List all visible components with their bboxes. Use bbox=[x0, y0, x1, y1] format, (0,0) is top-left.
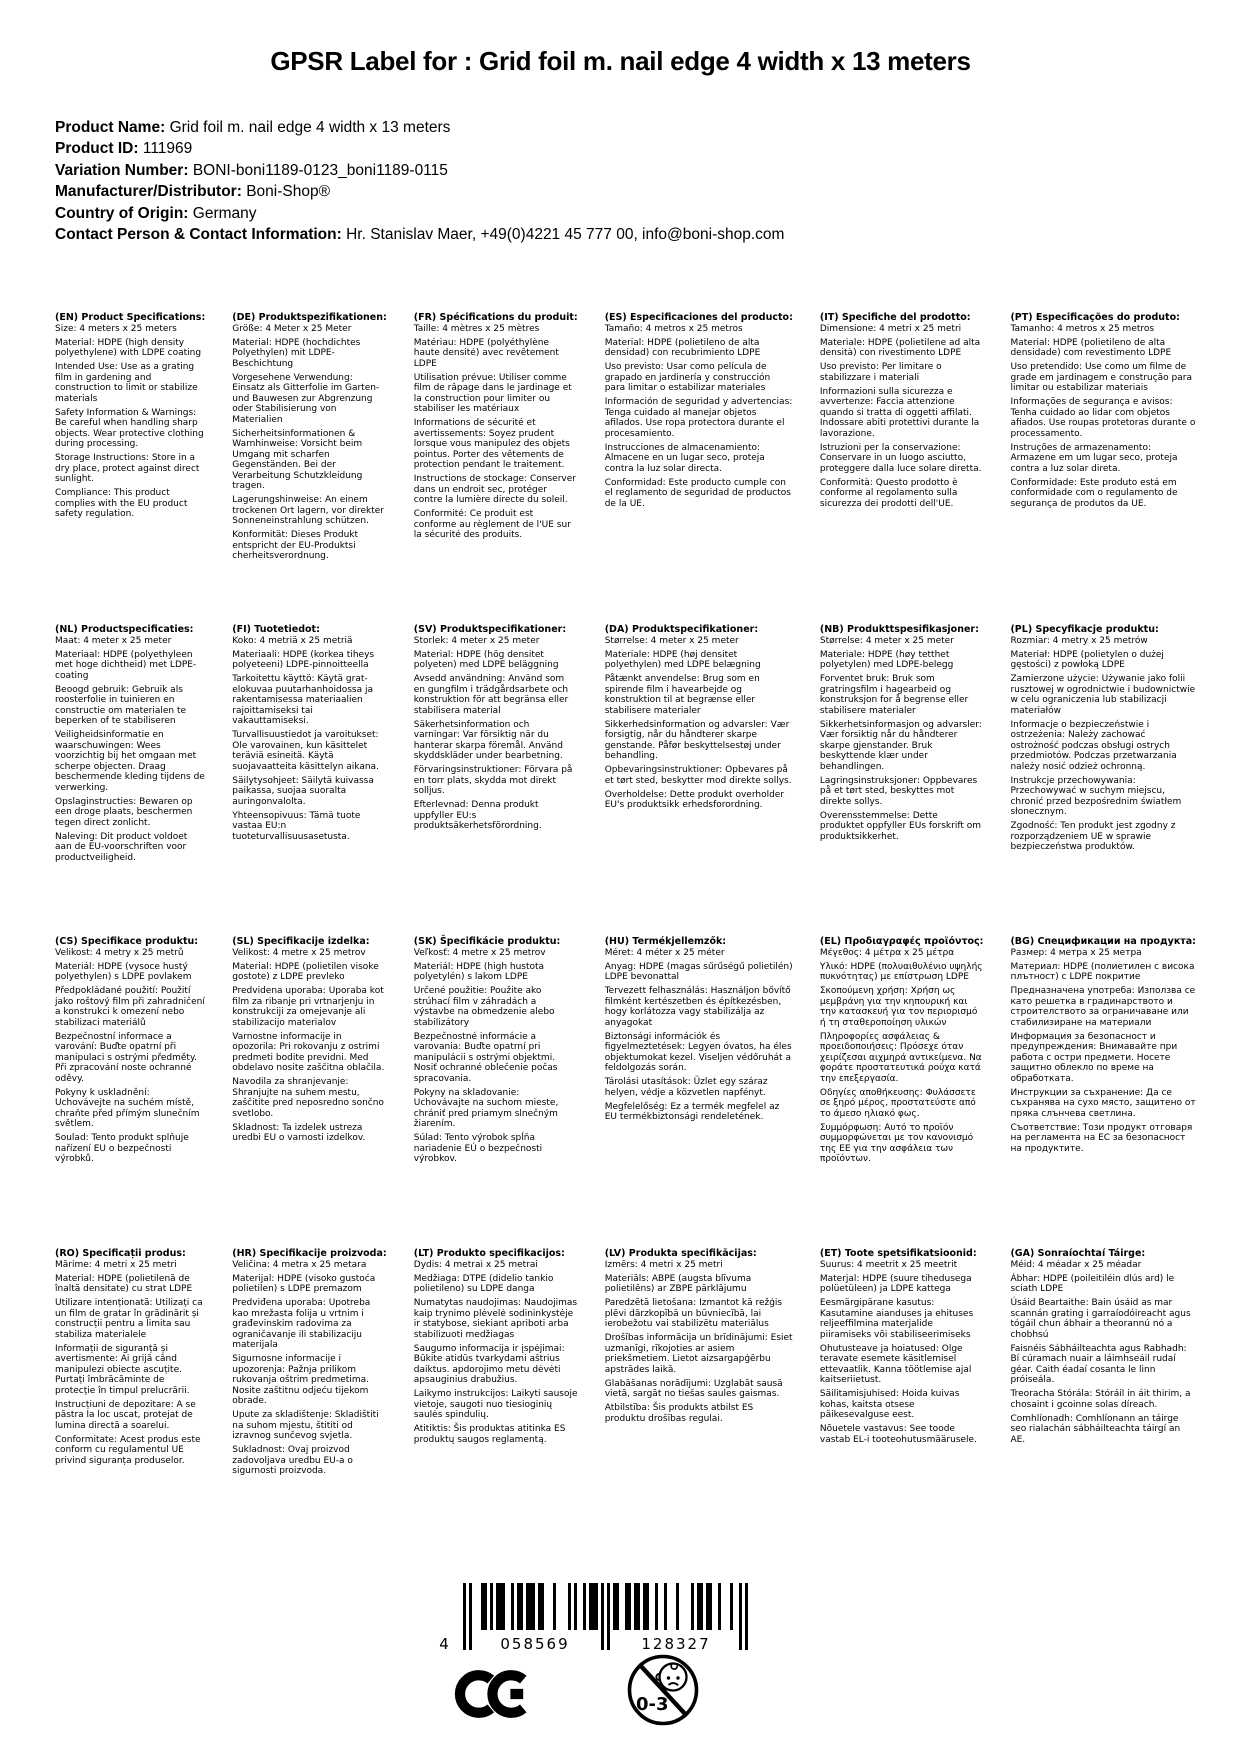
info-label: Contact Person & Contact Information: bbox=[55, 226, 342, 244]
spec-paragraph: Sigurnosne informacije i upozorenja: Pažnja prilikom rukovanja oštrim predmetima. Nosite zaštitnu odjeću tijekom obrade. bbox=[232, 1354, 369, 1406]
spec-paragraph: Lagerungshinweise: An einem trockenen Ort lagern, vor direkter Sonneneinstrahlung schützen. bbox=[232, 495, 385, 526]
info-label: Product ID: bbox=[55, 140, 139, 158]
spec-block-title: (ET) Toote spetsifikatsioonid: bbox=[819, 1248, 977, 1259]
spec-paragraph: Materiał: HDPE (polietylen o dużej gęstości) z powłoką LDPE bbox=[1010, 649, 1164, 670]
spec-paragraph: Instrukcje przechowywania: Przechowywać w suchym miejscu, chronić przed bezpośrednim światłem słonecznym. bbox=[1010, 775, 1182, 817]
spec-block-title: (NL) Productspecificaties: bbox=[55, 624, 194, 635]
spec-paragraph: Informații de siguranță și avertismente: Ai grijă când manipulezi obiecte ascuțite. Purtați îmbrăcăminte de protecție în timpul prelucrării. bbox=[55, 1343, 190, 1396]
spec-paragraph: Förvaringsinstruktioner: Förvara på en torr plats, skydda mot direkt solljus. bbox=[413, 765, 573, 796]
spec-grid bbox=[55, 312, 1195, 1560]
spec-paragraph: Säilitamisjuhised: Hoida kuivas kohas, kaitsta otsese päikesevalguse eest. bbox=[819, 1389, 960, 1420]
spec-block-hu bbox=[605, 936, 793, 1248]
spec-paragraph: Istruzioni per la conservazione: Conservare in un luogo asciutto, proteggere dalla luce solare diretta. bbox=[819, 442, 982, 474]
spec-paragraph: Tamaño: 4 metros x 25 metros bbox=[604, 323, 743, 334]
spec-block-title: (SL) Specifikacije izdelka: bbox=[232, 936, 370, 947]
spec-paragraph: Safety Information & Warnings: Be careful when handling sharp objects. Wear protective clothing during processing. bbox=[55, 407, 204, 449]
spec-paragraph: Materiaali: HDPE (korkea tiheys polyeteeni) LDPE-pinnoitteella bbox=[232, 649, 375, 670]
spec-paragraph: Tárolási utasítások: Üzlet egy száraz helyen, védje a közvetlen napfényt. bbox=[604, 1077, 768, 1098]
spec-paragraph: Ohutusteave ja hoiatused: Olge teravate esemete käsitlemisel ettevaatlik. Kanna töötlemise ajal kaitseriietust. bbox=[819, 1343, 972, 1385]
barcode-left-digit: 4 bbox=[439, 1635, 449, 1653]
spec-paragraph: Storage Instructions: Store in a dry place, protect against direct sunlight. bbox=[55, 453, 200, 484]
spec-paragraph: Určené použitie: Použite ako strúhací film v záhradách a výstavbe na obmedzenie alebo stabilizátory bbox=[413, 986, 555, 1028]
spec-paragraph: Instrucciones de almacenamiento: Almacene en un lugar seco, proteja contra la luz solar directa. bbox=[604, 442, 765, 474]
info-row bbox=[55, 160, 784, 181]
spec-paragraph: Tamanho: 4 metros x 25 metros bbox=[1010, 323, 1155, 334]
spec-paragraph: Izmērs: 4 metri x 25 metri bbox=[604, 1259, 723, 1270]
spec-paragraph: Материал: HDPE (полиетилен с висока плътност) с LDPE покритие bbox=[1010, 961, 1195, 982]
spec-block-title: (BG) Спецификации на продукта: bbox=[1010, 936, 1196, 947]
barcode-icon bbox=[435, 1583, 748, 1655]
spec-paragraph: Koko: 4 metriä x 25 metriä bbox=[232, 635, 353, 646]
spec-paragraph: Efterlevnad: Denna produkt uppfyller EU:s produktsäkerhetsförordning. bbox=[413, 800, 542, 831]
barcode-group2: 128327 bbox=[641, 1635, 711, 1653]
spec-paragraph: Размер: 4 метра x 25 метра bbox=[1010, 947, 1142, 958]
spec-paragraph: Beoogd gebruik: Gebruik als roosterfolie in tuinieren en constructie om materialen te beperken of te stabiliseren bbox=[55, 684, 187, 726]
spec-paragraph: Varnostne informacije in opozorila: Pri rokovanju z ostrimi predmeti bodite previdni. Med obdelavo nosite zaščitna oblačila. bbox=[232, 1031, 385, 1073]
spec-paragraph: Nõuetele vastavus: See toode vastab EL-i tooteohutusmäärusele. bbox=[819, 1424, 977, 1445]
spec-paragraph: Navodila za shranjevanje: Shranjujte na suhem mestu, zaščitite pred neposredno sončno svetlobo. bbox=[232, 1077, 384, 1119]
spec-paragraph: Naleving: Dit product voldoet aan de EU-voorschriften voor productveiligheid. bbox=[55, 831, 188, 863]
spec-paragraph: Megfelelőség: Ez a termék megfelel az EU termékbiztonsági rendeletének. bbox=[604, 1101, 780, 1122]
spec-paragraph: Biztonsági információk és figyelmeztetések: Legyen óvatos, ha éles objektumokat kezel. Viseljen védőruhát a feldolgozás során. bbox=[604, 1031, 792, 1073]
spec-paragraph: Conformidade: Este produto está em conformidade com o regulamento de segurança de produtos da UE. bbox=[1010, 477, 1178, 509]
spec-paragraph: Materiale: HDPE (polietilene ad alta densità) con rivestimento LDPE bbox=[819, 337, 981, 358]
spec-paragraph: Material: HDPE (polietilen visoke gostote) z LDPE prevleko bbox=[232, 961, 379, 982]
ce-letter-c bbox=[460, 1675, 491, 1713]
spec-paragraph: Dimensione: 4 metri x 25 metri bbox=[819, 323, 962, 334]
info-label: Product Name: bbox=[55, 119, 166, 136]
ce-mark-icon bbox=[454, 1664, 536, 1728]
spec-paragraph: Uso previsto: Per limitare o stabilizzare i materiali bbox=[819, 362, 942, 383]
spec-block-fi bbox=[232, 624, 387, 936]
spec-paragraph: Materijal: HDPE (visoko gustoća polietilen) s LDPE premazom bbox=[232, 1273, 376, 1294]
spec-paragraph: Overholdelse: Dette produkt overholder EU's produktsikk erhedsforordning. bbox=[604, 789, 785, 810]
spec-paragraph: Pokyny na skladovanie: Uchovávajte na suchom mieste, chrániť pred priamym slnečným žiarením. bbox=[413, 1087, 559, 1129]
spec-paragraph: Предназначена употреба: Използва се като решетка в градинарството и строителството за ограничаване или стабилизиране на материали bbox=[1010, 986, 1196, 1028]
spec-paragraph: Størrelse: 4 meter x 25 meter bbox=[604, 635, 739, 646]
spec-paragraph: Yhteensopivuus: Tämä tuote vastaa EU:n tuoteturvallisuusasetusta. bbox=[232, 810, 361, 842]
spec-block-nb bbox=[820, 624, 984, 936]
info-label: Variation Number: bbox=[55, 161, 189, 179]
spec-paragraph: Informacje o bezpieczeństwie i ostrzeżenia: Należy zachować ostrożność podczas obsługi ostrych przedmiotów. Podczas przetwarzania należy nosić odzież ochronną. bbox=[1010, 719, 1177, 772]
spec-paragraph: Dydis: 4 metrai x 25 metrai bbox=[413, 1259, 538, 1270]
spec-paragraph: Materiál: HDPE (vysoce hustý polyethylen) s LDPE povlakem bbox=[55, 961, 192, 982]
spec-paragraph: Opslaginstructies: Bewaren op een droge plaats, beschermen tegen direct zonlicht. bbox=[55, 796, 193, 828]
spec-block-sv bbox=[414, 624, 578, 936]
spec-paragraph: Påtænkt anvendelse: Brug som en spirende film i havearbejde og konstruktion til at begrænse eller stabilisere materialer bbox=[604, 674, 760, 716]
spec-block-title: (NB) Produkttspesifikasjoner: bbox=[819, 624, 979, 635]
spec-block-ga bbox=[1010, 1248, 1196, 1560]
spec-paragraph: Taille: 4 mètres x 25 mètres bbox=[413, 323, 540, 334]
spec-paragraph: Veličina: 4 metra x 25 metara bbox=[232, 1259, 367, 1270]
spec-paragraph: Súlad: Tento výrobok spĺňa nariadenie EÚ o bezpečnosti výrobkov. bbox=[413, 1133, 543, 1164]
spec-paragraph: Glabāšanas norādījumi: Uzglabāt sausā vietā, sargāt no tiešas saules gaismas. bbox=[604, 1378, 783, 1399]
spec-paragraph: Predvidena uporaba: Uporaba kot film za ribanje pri vrtnarjenju in konstrukciji za omejevanje ali stabilizacijo materialov bbox=[232, 986, 384, 1028]
spec-paragraph: Sukladnost: Ovaj proizvod zadovoljava uredbu EU-a o sigurnosti proizvoda. bbox=[232, 1445, 353, 1476]
spec-paragraph: Πληροφορίες ασφάλειας & προειδοποιήσεις: Πρόσεχε όταν χειρίζεσαι αιχμηρά αντικείμενα. Να φοράτε προστατευτικά ρούχα κατά την επεξεργασία. bbox=[819, 1031, 982, 1084]
spec-paragraph: Upute za skladištenje: Skladištiti na suhom mjestu, štititi od izravnog sunčevog svjetla. bbox=[232, 1410, 379, 1441]
spec-paragraph: Suurus: 4 meetrit x 25 meetrit bbox=[819, 1259, 958, 1270]
age-warning-label: 0-3 bbox=[636, 1694, 669, 1715]
spec-paragraph: Material: HDPE (high density polyethylene) with LDPE coating bbox=[55, 337, 202, 358]
spec-block-de bbox=[232, 312, 387, 624]
spec-paragraph: Materiāls: ABPE (augsta blīvuma polietilēns) ar ZBPE pārklājumu bbox=[604, 1273, 752, 1294]
spec-paragraph: Zamierzone użycie: Używanie jako folii rusztowej w ogrodnictwie i budownictwie w celu ograniczenia lub stabilizacji materiałów bbox=[1010, 674, 1196, 716]
spec-paragraph: Material: HDPE (polietileno de alta densidade) com revestimento LDPE bbox=[1010, 337, 1172, 358]
spec-block-title: (SK) Špecifikácie produktu: bbox=[413, 936, 561, 947]
spec-paragraph: Informations de sécurité et avertissements: Soyez prudent lorsque vous manipulez des objets pointus. Porter des vêtements de protection pendant le traitement. bbox=[413, 418, 570, 470]
spec-paragraph: Vorgesehene Verwendung: Einsatz als Gitterfolie im Garten- und Bauwesen zur Abgrenzung oder Stabilisierung von Materialien bbox=[232, 372, 380, 425]
spec-paragraph: Størrelse: 4 meter x 25 meter bbox=[819, 635, 954, 646]
spec-paragraph: Size: 4 meters x 25 meters bbox=[55, 323, 177, 334]
spec-block-title: (RO) Specificații produs: bbox=[55, 1248, 186, 1259]
age-warning-0-3-icon bbox=[626, 1653, 700, 1731]
spec-paragraph: Treoracha Stórála: Stóráil in áit thirim, a chosaint i gcoinne solas díreach. bbox=[1010, 1389, 1191, 1410]
spec-paragraph: Sicherheitsinformationen & Warnhinweise: Vorsicht beim Umgang mit scharfen Gegenständen. Bei der Verarbeitung Schutzkleidung tragen. bbox=[232, 428, 363, 491]
spec-paragraph: Информация за безопасност и предупреждения: Внимавайте при работа с остри предмети. Носете защитно облекло по време на обработката. bbox=[1010, 1031, 1178, 1084]
spec-paragraph: Ábhar: HDPE (poileitiléin dlús ard) le sciath LDPE bbox=[1010, 1273, 1175, 1294]
spec-block-title: (HU) Termékjellemzők: bbox=[604, 936, 727, 947]
spec-block-title: (HR) Specifikacije proizvoda: bbox=[232, 1248, 387, 1259]
spec-block-et bbox=[820, 1248, 984, 1560]
info-row bbox=[55, 138, 784, 159]
spec-block-lv bbox=[605, 1248, 793, 1560]
spec-paragraph: Drošības informācija un brīdinājumi: Esiet uzmanīgi, rīkojoties ar asiem priekšmetiem. Lietot aizsargapģērbu apstrādes laikā. bbox=[604, 1333, 793, 1375]
spec-block-title: (PL) Specyfikacje produktu: bbox=[1010, 624, 1159, 635]
info-row bbox=[55, 181, 784, 202]
spec-paragraph: Informazioni sulla sicurezza e avvertenze: Faccia attenzione quando si tratta di oggetti affilati. Indossare abiti protettivi durante la lavorazione. bbox=[819, 386, 980, 439]
spec-block-nl bbox=[55, 624, 205, 936]
spec-paragraph: Съответствие: Този продукт отговаря на регламента на ЕС за безопасност на продуктите. bbox=[1010, 1122, 1193, 1154]
spec-paragraph: Bezpečnostné informácie a varovania: Buďte opatrní pri manipulácii s ostrými objektmi. Nosiť ochranné oblečenie počas spracovania. bbox=[413, 1031, 558, 1084]
info-value: Hr. Stanislav Maer, +49(0)4221 45 777 00, info@boni-shop.com bbox=[346, 226, 785, 244]
spec-block-en bbox=[55, 312, 205, 624]
spec-paragraph: Skladnost: Ta izdelek ustreza uredbi EU o varnosti izdelkov. bbox=[232, 1122, 366, 1143]
spec-paragraph: Informações de segurança e avisos: Tenha cuidado ao lidar com objetos afiados. Use roupas protetoras durante o processamento. bbox=[1010, 397, 1196, 439]
spec-paragraph: Conformità: Questo prodotto è conforme al regolamento sulla sicurezza dei prodotti dell'UE. bbox=[819, 477, 958, 509]
product-info bbox=[55, 117, 784, 245]
info-value: Boni-Shop® bbox=[246, 183, 330, 201]
info-value: 111969 bbox=[142, 140, 193, 158]
spec-paragraph: Maat: 4 meter x 25 meter bbox=[55, 635, 172, 646]
info-row bbox=[55, 224, 784, 245]
spec-paragraph: Úsáid Beartaithe: Bain úsáid as mar scannán grating i garraíodóireacht agus tógáil chun ábhair a theorannú nó a chobhsú bbox=[1010, 1298, 1191, 1340]
spec-paragraph: Utilizare intenționată: Utilizați ca un film de gratar în grădinărit și construcții pentru a limita sau stabiliza materialele bbox=[55, 1298, 203, 1340]
spec-block-title: (PT) Especificações do produto: bbox=[1010, 312, 1180, 323]
spec-block-pl bbox=[1010, 624, 1196, 936]
spec-paragraph: Opbevaringsinstruktioner: Opbevares på et tørt sted, beskytter mod direkte sollys. bbox=[604, 765, 792, 786]
barcode-group1: 058569 bbox=[500, 1635, 570, 1653]
spec-paragraph: Sikkerhetsinformasjon og advarsler: Vær forsiktig når du håndterer skarpe gjenstander. Bruk beskyttende klær under behandlingen. bbox=[819, 719, 982, 772]
spec-paragraph: Materiál: HDPE (high hustota polyetylén) s lakom LDPE bbox=[413, 961, 545, 982]
spec-paragraph: Utilisation prévue: Utiliser comme film de râpage dans le jardinage et la construction pour limiter ou stabiliser les matériaux bbox=[413, 372, 572, 414]
info-row bbox=[55, 117, 784, 138]
info-label: Country of Origin: bbox=[55, 204, 189, 222]
spec-paragraph: Μέγεθος: 4 μέτρα x 25 μέτρα bbox=[819, 947, 955, 958]
spec-paragraph: Tervezett felhasználás: Használjon bővítő filmként kertészetben és építkezésben, hogy korlátozza vagy stabilizálja az anyagokat bbox=[604, 986, 791, 1028]
spec-paragraph: Инструкции за съхранение: Да се съхранява на сухо място, защитено от пряка слънчева светлина. bbox=[1010, 1087, 1196, 1119]
spec-paragraph: Material: HDPE (hög densitet polyeten) med LDPE beläggning bbox=[413, 649, 559, 670]
spec-block-title: (IT) Specifiche del prodotto: bbox=[819, 312, 971, 323]
spec-paragraph: Mărime: 4 metri x 25 metri bbox=[55, 1259, 177, 1270]
spec-paragraph: Σκοπούμενη χρήση: Χρήση ως μεμβράνη για την κηπουρική και την κατασκευή για τον περιορισμό ή τη σταθεροποίηση υλικών bbox=[819, 986, 978, 1028]
spec-paragraph: Οδηγίες αποθήκευσης: Φυλάσσετε σε ξηρό μέρος, προστατεύστε από το άμεσο ηλιακό φως. bbox=[819, 1087, 976, 1119]
spec-block-title: (LT) Produkto specifikacijos: bbox=[413, 1248, 565, 1259]
spec-paragraph: Faisnéis Sábháilteachta agus Rabhadh: Bí cúramach nuair a láimhseáil rudaí géar. Caith éadaí cosanta le linn próiseála. bbox=[1010, 1343, 1187, 1385]
spec-paragraph: Overensstemmelse: Dette produktet oppfyller EUs forskrift om produktsikkerhet. bbox=[819, 810, 982, 842]
spec-paragraph: Säkerhetsinformation och varningar: Var försiktig när du hanterar skarpa föremål. Använd skyddskläder under bearbetning. bbox=[413, 719, 563, 761]
spec-block-da bbox=[605, 624, 793, 936]
spec-paragraph: Conformidad: Este producto cumple con el reglamento de seguridad de productos de la UE. bbox=[604, 477, 791, 509]
info-value: Germany bbox=[192, 204, 257, 222]
spec-paragraph: Lagringsinstruksjoner: Oppbevares på et tørt sted, beskyttes mot direkte sollys. bbox=[819, 775, 978, 807]
spec-paragraph: Υλικό: HDPE (πολυαιθυλένιο υψηλής πυκνότητας) με επίστρωση LDPE bbox=[819, 961, 983, 982]
spec-block-title: (LV) Produkta specifikācijas: bbox=[604, 1248, 757, 1259]
spec-paragraph: Rozmiar: 4 metry x 25 metrów bbox=[1010, 635, 1148, 646]
spec-paragraph: Materiale: HDPE (høj densitet polyethylen) med LDPE belægning bbox=[604, 649, 761, 670]
spec-block-title: (FR) Spécifications du produit: bbox=[413, 312, 578, 323]
spec-paragraph: Anyag: HDPE (magas sűrűségű polietilén) LDPE bevonattal bbox=[604, 961, 793, 982]
spec-paragraph: Atbilstība: Šis produkts atbilst ES produktu drošības regulai. bbox=[604, 1403, 754, 1424]
page-title: GPSR Label for : Grid foil m. nail edge 4 width x 13 meters bbox=[270, 46, 971, 76]
spec-paragraph: Velikost: 4 metre x 25 metrov bbox=[232, 947, 366, 958]
spec-paragraph: Paredzētā lietošana: Izmantot kā režģis plēvi dārzkopībā un būvniecībā, lai ierobežotu vai stabilizētu materiālus bbox=[604, 1298, 783, 1329]
spec-paragraph: Velikost: 4 metry x 25 metrů bbox=[55, 947, 184, 958]
spec-paragraph: Avsedd användning: Använd som en gungfilm i trädgårdsarbete och konstruktion för att begränsa eller stabilisera material bbox=[413, 674, 569, 716]
info-label: Manufacturer/Distributor: bbox=[55, 183, 242, 201]
spec-block-hr bbox=[232, 1248, 387, 1560]
spec-paragraph: Compliance: This product complies with the EU product safety regulation. bbox=[55, 488, 188, 519]
spec-paragraph: Veiligheidsinformatie en waarschuwingen: Wees voorzichtig bij het omgaan met scherpe objecten. Draag beschermende kleding tijdens de verwerking. bbox=[55, 730, 205, 793]
spec-paragraph: Numatytas naudojimas: Naudojimas kaip trynimo plėvelė sodininkystėje ir statybose, siekiant apriboti arba stabilizuoti medžiagas bbox=[413, 1298, 578, 1340]
spec-paragraph: Laikymo instrukcijos: Laikyti sausoje vietoje, saugoti nuo tiesioginių saulės spindulių. bbox=[413, 1389, 578, 1420]
spec-paragraph: Comhlíonadh: Comhlíonann an táirge seo rialachán sábháilteachta táirgí an AE. bbox=[1010, 1413, 1181, 1445]
spec-paragraph: Materjal: HDPE (suure tihedusega polüetüleen) ja LDPE kattega bbox=[819, 1273, 972, 1294]
spec-block-bg bbox=[1010, 936, 1196, 1248]
spec-paragraph: Material: HDPE (hochdichtes Polyethylen) mit LDPE-Beschichtung bbox=[232, 337, 361, 369]
spec-paragraph: Material: HDPE (polietilenă de înaltă densitate) cu strat LDPE bbox=[55, 1273, 193, 1294]
spec-paragraph: Größe: 4 Meter x 25 Meter bbox=[232, 323, 352, 334]
spec-block-title: (GA) Sonraíochtaí Táirge: bbox=[1010, 1248, 1146, 1259]
spec-block-title: (EL) Προδιαγραφές προϊόντος: bbox=[819, 936, 984, 947]
spec-block-title: (DE) Produktspezifikationen: bbox=[232, 312, 387, 323]
spec-paragraph: Predviđena uporaba: Upotreba kao mrežasta folija u vrtnim i građevinskim radovima za ograničavanje ili stabilizaciju materijala bbox=[232, 1298, 371, 1350]
spec-block-fr bbox=[414, 312, 578, 624]
spec-block-sl bbox=[232, 936, 387, 1248]
spec-paragraph: Forventet bruk: Bruk som gratringsfilm i hagearbeid og konstruksjon for å begrense eller stabilisere materialer bbox=[819, 674, 969, 716]
spec-block-pt bbox=[1010, 312, 1196, 624]
spec-paragraph: Pokyny k uskladnění: Uchovávejte na suchém místě, chraňte před přímým slunečním světlem. bbox=[55, 1087, 200, 1129]
spec-paragraph: Eesmärgipärane kasutus: Kasutamine aianduses ja ehituses reljeeffilmina materjalide piiramiseks või stabiliseerimiseks bbox=[819, 1298, 974, 1340]
spec-block-title: (EN) Product Specifications: bbox=[55, 312, 206, 323]
spec-paragraph: Uso pretendido: Use como um filme de grade em jardinagem e construção para limitar ou estabilizar materiais bbox=[1010, 362, 1192, 393]
spec-paragraph: Atitiktis: Šis produktas atitinka ES produktų saugos reglamentą. bbox=[413, 1424, 566, 1445]
spec-block-es bbox=[605, 312, 793, 624]
spec-paragraph: Säilytysohjeet: Säilytä kuivassa paikassa, suojaa suoralta auringonvalolta. bbox=[232, 775, 374, 807]
spec-paragraph: Συμμόρφωση: Αυτό το προϊόν συμμορφώνεται με τον κανονισμό της ΕΕ για την ασφάλεια των προϊόντων. bbox=[819, 1122, 974, 1164]
spec-paragraph: Veľkosť: 4 metre x 25 metrov bbox=[413, 947, 546, 958]
spec-paragraph: Soulad: Tento produkt splňuje nařízení EU o bezpečnosti výrobků. bbox=[55, 1133, 189, 1164]
spec-paragraph: Información de seguridad y advertencias: Tenga cuidado al manejar objetos afilados. Use ropa protectora durante el procesamiento. bbox=[604, 397, 793, 439]
spec-block-title: (ES) Especificaciones del producto: bbox=[604, 312, 793, 323]
spec-paragraph: Turvallisuustiedot ja varoitukset: Ole varovainen, kun käsittelet teräviä esineitä. Käytä suojavaatteita käsittelyn aikana. bbox=[232, 730, 379, 772]
spec-paragraph: Sikkerhedsinformation og advarsler: Vær forsigtig, når du håndterer skarpe genstande. Påfør beskyttelsestøj under behandling. bbox=[604, 719, 790, 761]
spec-paragraph: Matériau: HDPE (polyéthylène haute densité) avec revêtement LDPE bbox=[413, 337, 559, 369]
spec-paragraph: Materiale: HDPE (høy tetthet polyetylen) med LDPE-belegg bbox=[819, 649, 954, 670]
barcode bbox=[435, 1583, 748, 1659]
spec-block-lt bbox=[414, 1248, 578, 1560]
spec-block-it bbox=[820, 312, 984, 624]
spec-block-title: (CS) Specifikace produktu: bbox=[55, 936, 199, 947]
spec-paragraph: Conformitate: Acest produs este conform cu regulamentul UE privind siguranța produselor. bbox=[55, 1434, 201, 1466]
spec-paragraph: Material: HDPE (polietileno de alta densidad) con recubrimiento LDPE bbox=[604, 337, 761, 358]
spec-paragraph: Instructions de stockage: Conserver dans un endroit sec, protéger contre la lumière directe du soleil. bbox=[413, 474, 576, 505]
info-value: Grid foil m. nail edge 4 width x 13 meters bbox=[169, 119, 451, 136]
info-row bbox=[55, 203, 784, 224]
spec-paragraph: Méid: 4 méadar x 25 méadar bbox=[1010, 1259, 1142, 1270]
spec-paragraph: Materiaal: HDPE (polyethyleen met hoge dichtheid) met LDPE-coating bbox=[55, 649, 197, 681]
spec-block-sk bbox=[414, 936, 578, 1248]
spec-block-title: (DA) Produktspecifikationer: bbox=[604, 624, 759, 635]
spec-paragraph: Méret: 4 méter x 25 méter bbox=[604, 947, 725, 958]
info-value: BONI-boni1189-0123_boni1189-0115 bbox=[192, 161, 448, 179]
spec-paragraph: Bezpečnostní informace a varování: Buďte opatrní při manipulaci s ostrými předměty. Při zpracování noste ochranné oděvy. bbox=[55, 1031, 197, 1084]
spec-paragraph: Medžiaga: DTPE (didelio tankio polietileno) su LDPE danga bbox=[413, 1273, 554, 1294]
spec-block-title: (SV) Produktspecifikationer: bbox=[413, 624, 567, 635]
spec-paragraph: Storlek: 4 meter x 25 meter bbox=[413, 635, 540, 646]
spec-paragraph: Intended Use: Use as a grating film in gardening and construction to limit or stabilize materials bbox=[55, 362, 198, 404]
spec-block-el bbox=[820, 936, 984, 1248]
spec-paragraph: Tarkoitettu käyttö: Käytä grat-elokuvaa puutarhanhoidossa ja rakentamisessa materiaalien rajoittamiseksi tai vakauttamiseksi. bbox=[232, 674, 373, 726]
spec-paragraph: Předpokládané použití: Použití jako roštový film při zahradničení a konstrukci k omezení nebo stabilizaci materiálů bbox=[55, 986, 205, 1028]
spec-paragraph: Instruções de armazenamento: Armazene em um lugar seco, proteja contra a luz solar direta. bbox=[1010, 442, 1178, 474]
spec-block-cs bbox=[55, 936, 205, 1248]
spec-paragraph: Instrucțiuni de depozitare: A se păstra la loc uscat, protejat de lumina directă a soarelui. bbox=[55, 1399, 196, 1431]
spec-paragraph: Conformité: Ce produit est conforme au règlement de l'UE sur la sécurité des produits. bbox=[413, 509, 571, 540]
spec-block-ro bbox=[55, 1248, 205, 1560]
spec-block-title: (FI) Tuotetiedot: bbox=[232, 624, 320, 635]
spec-paragraph: Uso previsto: Usar como película de grapado en jardinería y construcción para limitar o estabilizar materiales bbox=[604, 362, 771, 393]
spec-paragraph: Zgodność: Ten produkt jest zgodny z rozporządzeniem UE w sprawie bezpieczeństwa produktów. bbox=[1010, 821, 1176, 852]
spec-paragraph: Saugumo informacija ir įspėjimai: Būkite atidūs tvarkydami aštrius daiktus. apdorojimo metu dėvėti apsauginius drabužius. bbox=[413, 1343, 565, 1385]
spec-paragraph: Konformität: Dieses Produkt entspricht der EU-Produktsi cherheitsverordnung. bbox=[232, 530, 359, 561]
